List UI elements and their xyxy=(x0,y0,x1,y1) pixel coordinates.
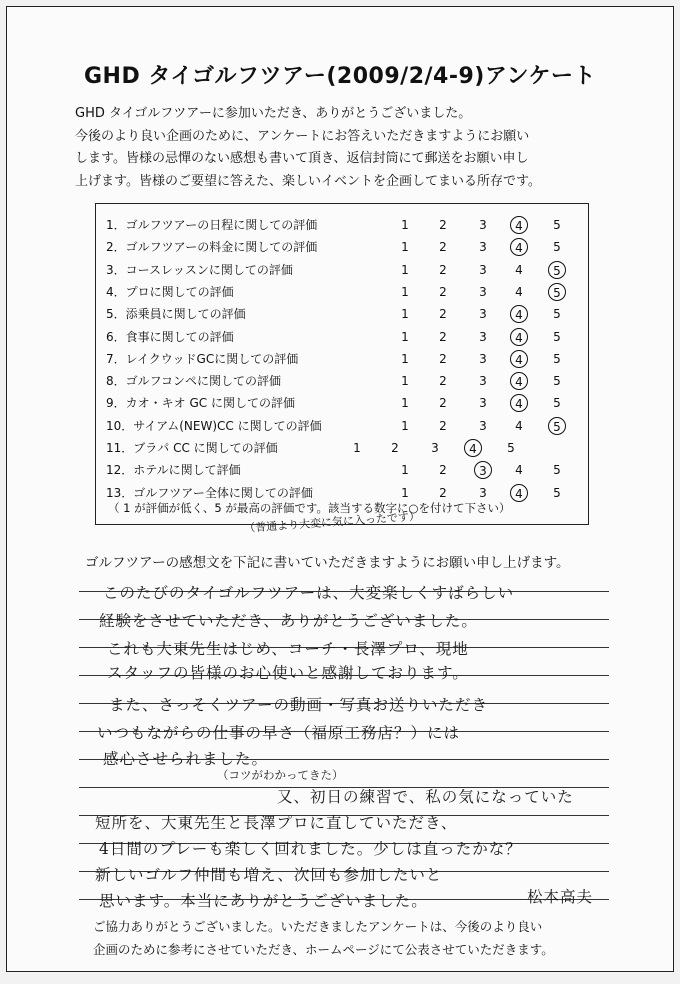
rating-row xyxy=(96,459,588,481)
rating-option[interactable]: 5 xyxy=(548,261,566,279)
rating-option[interactable]: 4 xyxy=(515,418,523,433)
rating-option[interactable]: 3 xyxy=(479,396,487,411)
rating-label: 11．ブラパ CC に関しての評価 xyxy=(106,441,278,455)
rating-label: 6．食事に関しての評価 xyxy=(106,329,234,344)
rating-option[interactable]: 2 xyxy=(439,374,447,389)
rating-option[interactable]: 4 xyxy=(510,238,528,256)
handwritten-line: 新しいゴルフ仲間も増え、次回も参加したいと xyxy=(95,866,443,884)
rating-row xyxy=(96,259,588,281)
rating-row xyxy=(96,214,588,236)
comment-heading: ゴルフツアーの感想文を下記に書いていただきますようにお願い申し上げます。 xyxy=(85,555,570,571)
rating-option[interactable]: 5 xyxy=(553,329,561,344)
closing-text xyxy=(93,915,633,961)
rating-option[interactable]: 4 xyxy=(510,372,528,390)
rating-option[interactable]: 4 xyxy=(464,439,482,457)
page-title: GHD タイゴルフツアー(2009/2/4-9)アンケート xyxy=(83,64,597,89)
rating-option[interactable]: 4 xyxy=(510,328,528,346)
rating-option[interactable]: 2 xyxy=(439,396,447,411)
rating-label: 8．ゴルフコンペに関しての評価 xyxy=(106,374,282,389)
rating-option[interactable]: 3 xyxy=(479,485,487,500)
intro-line: 今後のより良い企画のために、アンケートにお答えいただきますようにお願い xyxy=(75,128,530,144)
rating-label: 12．ホテルに関して評価 xyxy=(106,463,241,478)
rating-option[interactable]: 3 xyxy=(479,329,487,344)
rating-option[interactable]: 5 xyxy=(553,240,561,255)
rating-option[interactable]: 2 xyxy=(439,485,447,500)
rating-option[interactable]: 2 xyxy=(439,418,447,433)
closing-line: ご協力ありがとうございました。いただきましたアンケートは、今後のより良い xyxy=(93,919,543,934)
rating-option[interactable]: 1 xyxy=(401,374,409,389)
rating-label: 5．添乗員に関しての評価 xyxy=(106,307,246,322)
rating-option[interactable]: 2 xyxy=(391,441,399,455)
rating-option[interactable]: 5 xyxy=(548,417,566,435)
rating-option[interactable]: 5 xyxy=(553,351,561,366)
rating-option[interactable]: 2 xyxy=(439,284,447,299)
rating-option[interactable]: 4 xyxy=(515,262,523,277)
rating-option[interactable]: 1 xyxy=(401,396,409,411)
rating-option[interactable]: 1 xyxy=(401,463,409,478)
rating-option[interactable]: 1 xyxy=(401,218,409,232)
rating-row xyxy=(96,326,588,348)
rating-option[interactable]: 2 xyxy=(439,262,447,277)
rating-row xyxy=(96,392,588,414)
rating-row xyxy=(96,303,588,325)
rating-label: 2．ゴルフツアーの料金に関しての評価 xyxy=(106,240,318,255)
rating-label: 9．カオ・キオ GC に関しての評価 xyxy=(106,396,295,411)
rating-option[interactable]: 3 xyxy=(479,374,487,389)
rating-option[interactable]: 3 xyxy=(479,351,487,366)
rating-option[interactable]: 5 xyxy=(553,307,561,322)
rating-option[interactable]: 4 xyxy=(510,394,528,412)
rating-option[interactable]: 4 xyxy=(515,463,523,478)
intro-line: 上げます。皆様のご要望に答えた、楽しいイベントを企画してまいる所存です。 xyxy=(75,173,541,189)
rating-option[interactable]: 1 xyxy=(401,240,409,255)
handwritten-aside: （コツがわかってきた） xyxy=(217,768,344,782)
rating-row xyxy=(96,281,588,303)
rating-label: 4．プロに関しての評価 xyxy=(106,284,234,299)
handwritten-line: 思います。本当にありがとうございました。 xyxy=(99,892,428,910)
handwritten-line: このたびのタイゴルフツアーは、大変楽しくすばらしい xyxy=(103,584,515,602)
rating-option[interactable]: 1 xyxy=(401,284,409,299)
handwritten-line: いつもながらの仕事の早さ（福原工務店？）には xyxy=(97,724,461,742)
intro-line: GHD タイゴルフツアーに参加いただき、ありがとうございました。 xyxy=(75,106,472,121)
rating-option[interactable]: 5 xyxy=(553,374,561,389)
rating-option[interactable]: 3 xyxy=(479,284,487,299)
rating-row xyxy=(96,236,588,258)
rating-option[interactable]: 1 xyxy=(401,307,409,322)
handwritten-line: 4日間のプレーも楽しく回れました。少しは直ったかな？ xyxy=(99,840,522,858)
rating-option[interactable]: 1 xyxy=(401,262,409,277)
rating-label: 7．レイクウッドGCに関しての評価 xyxy=(106,351,299,366)
rating-option[interactable]: 2 xyxy=(439,329,447,344)
handwritten-line: これも大東先生はじめ、コーチ・長澤プロ、現地 xyxy=(107,640,469,658)
rating-row xyxy=(96,348,588,370)
intro-line: します。皆様の忌憚のない感想も書いて頂き、返信封筒にて郵送をお願い申し xyxy=(75,151,529,166)
rating-option[interactable]: 3 xyxy=(479,418,487,433)
rating-option[interactable]: 3 xyxy=(474,461,492,479)
rating-option[interactable]: 1 xyxy=(401,351,409,366)
rating-option[interactable]: 4 xyxy=(515,284,523,299)
rating-label: 1．ゴルフツアーの日程に関しての評価 xyxy=(106,218,318,232)
rating-table xyxy=(95,203,589,535)
rating-option[interactable]: 1 xyxy=(353,441,361,455)
rating-option[interactable]: 3 xyxy=(479,262,487,277)
rating-row xyxy=(96,437,588,459)
rating-option[interactable]: 2 xyxy=(439,307,447,322)
rating-option[interactable]: 3 xyxy=(479,307,487,322)
rating-instructions: （ 1 が評価が低く、5 が最高の評価です。該当する数字に○を付けて下さい） xyxy=(108,501,511,515)
rating-option[interactable]: 5 xyxy=(507,441,515,455)
meal-note-handwriting: （普通より大変に気に入ったです） xyxy=(243,509,421,535)
rating-option[interactable]: 3 xyxy=(479,218,487,232)
rating-option[interactable]: 5 xyxy=(553,485,561,500)
rating-option[interactable]: 4 xyxy=(510,305,528,323)
rating-row xyxy=(96,482,588,504)
rating-option[interactable]: 3 xyxy=(431,441,439,455)
rating-row xyxy=(96,415,588,437)
signature: 松本高夫 xyxy=(527,888,594,906)
rating-option[interactable]: 1 xyxy=(401,329,409,344)
rating-option[interactable]: 4 xyxy=(510,216,528,234)
rating-option[interactable]: 2 xyxy=(439,463,447,478)
survey-page xyxy=(6,6,674,972)
handwritten-line: 短所を、大東先生と長澤プロに直していただき、 xyxy=(95,814,458,832)
rating-option[interactable]: 2 xyxy=(439,218,447,232)
closing-line: 企画のために参考にさせていただき、ホームページにて公表させていただきます。 xyxy=(93,942,554,957)
rating-option[interactable]: 2 xyxy=(439,351,447,366)
handwritten-line: 経験をさせていただき、ありがとうございました。 xyxy=(99,612,478,630)
rating-option[interactable]: 5 xyxy=(553,396,561,411)
rating-label: 13．ゴルフツアー全体に関しての評価 xyxy=(106,485,313,500)
rating-option[interactable]: 2 xyxy=(439,240,447,255)
rating-option[interactable]: 5 xyxy=(548,283,566,301)
handwritten-line: 又、初日の練習で、私の気になっていた xyxy=(277,788,574,806)
rating-label: 10．サイアム(NEW)CC に関しての評価 xyxy=(106,418,322,433)
handwritten-line: 感心させられました。 xyxy=(103,750,269,768)
handwritten-line: また、さっそくツアーの動画・写真お送りいただき xyxy=(109,696,489,714)
rating-option[interactable]: 3 xyxy=(479,240,487,255)
rating-option[interactable]: 4 xyxy=(510,484,528,502)
intro-text xyxy=(75,103,615,193)
handwritten-line: スタッフの皆様のお心使いと感謝しております。 xyxy=(107,664,469,682)
rating-row xyxy=(96,370,588,392)
rating-option[interactable]: 1 xyxy=(401,418,409,433)
rating-label: 3．コースレッスンに関しての評価 xyxy=(106,262,293,277)
rating-option[interactable]: 5 xyxy=(553,218,561,232)
rating-option[interactable]: 5 xyxy=(553,463,561,478)
rating-option[interactable]: 1 xyxy=(401,485,409,500)
rating-option[interactable]: 4 xyxy=(510,350,528,368)
